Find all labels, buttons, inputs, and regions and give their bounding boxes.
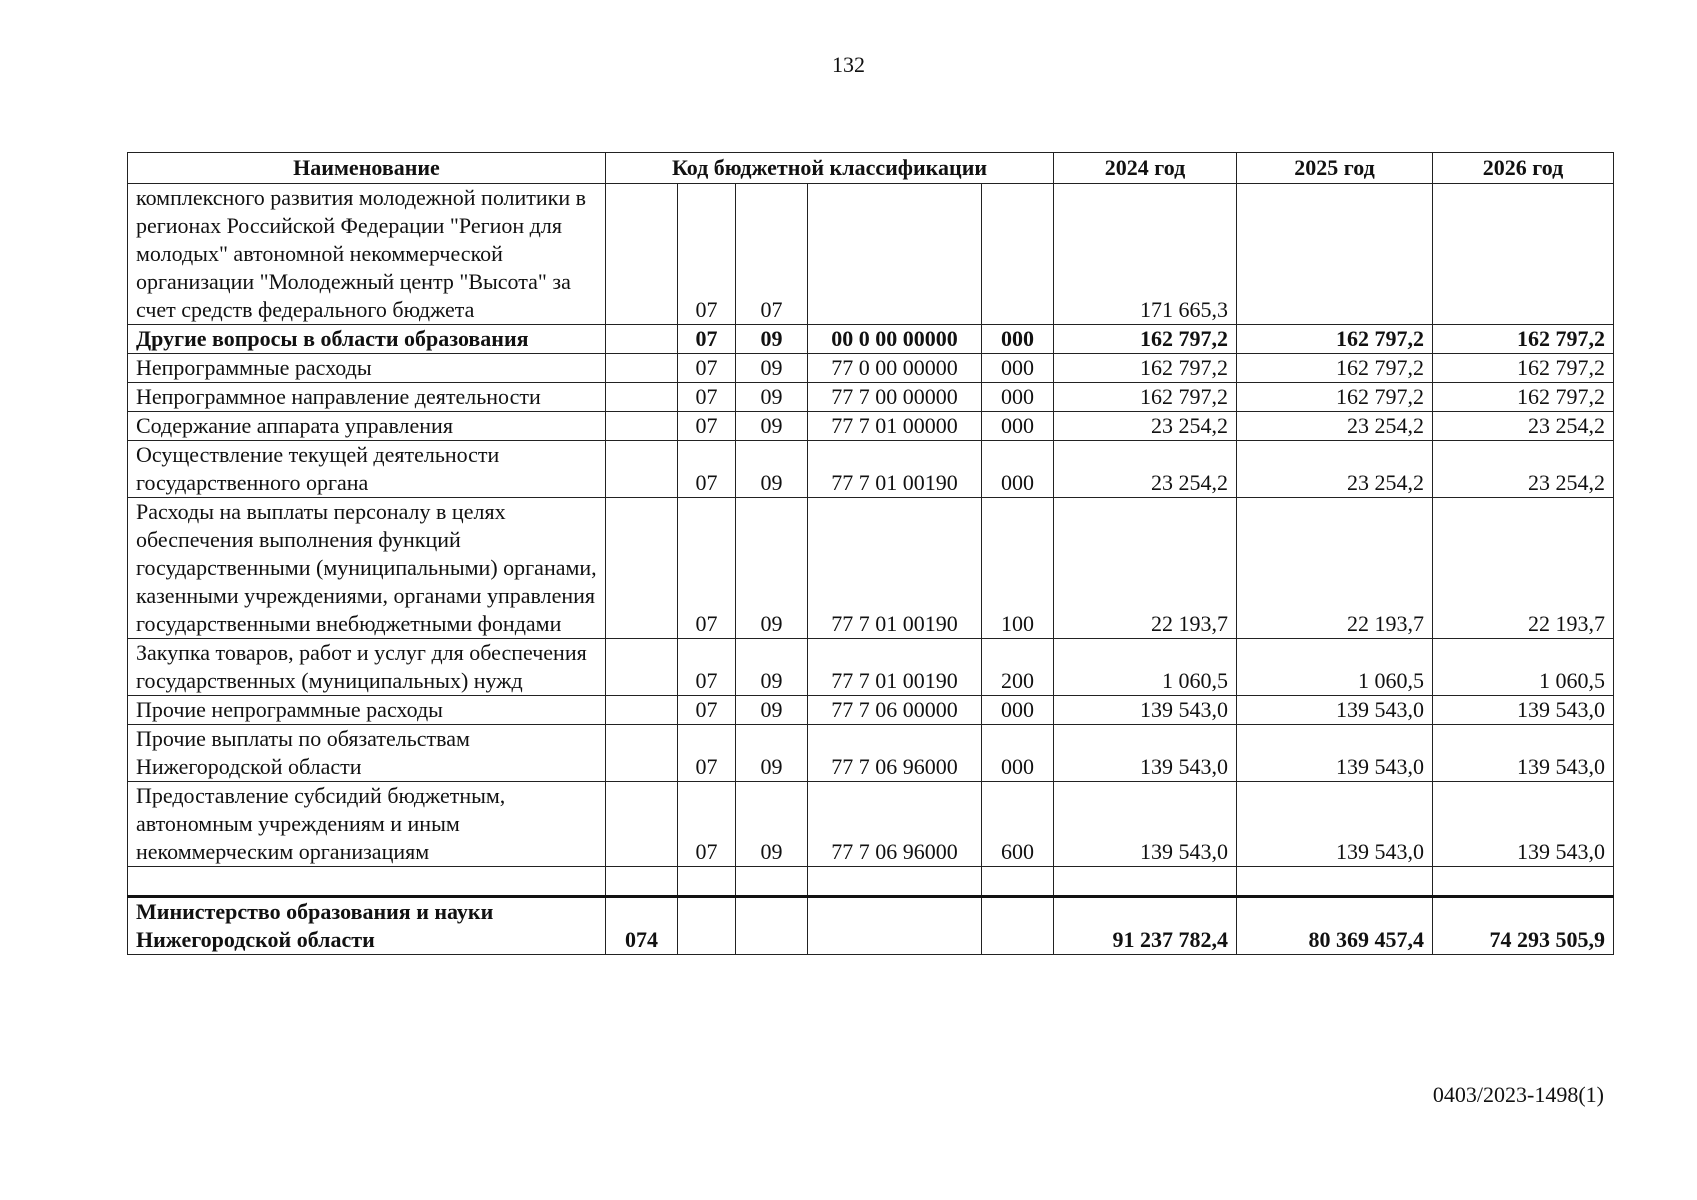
cell-section-code: 07 [678, 639, 736, 696]
cell-ministry-code: 074 [606, 897, 678, 955]
cell-subsection-code: 09 [736, 383, 808, 412]
cell-name: комплексного развития молодежной политики в регионах Российской Федерации "Регион для молодых" автономной некоммерческой организации "Молодежный центр "Высота" за счет средств федерального бюджета [128, 184, 606, 325]
cell-2024: 171 665,3 [1054, 184, 1237, 325]
table-row [128, 782, 1614, 867]
cell-subsection-code: 09 [736, 639, 808, 696]
cell-target-article-code: 77 7 00 00000 [808, 383, 982, 412]
header-code: Код бюджетной классификации [606, 153, 1054, 184]
cell-expense-type-code: 000 [982, 696, 1054, 725]
cell-2025: 139 543,0 [1237, 782, 1433, 867]
cell-subsection-code: 07 [736, 184, 808, 325]
cell-ministry-code [606, 441, 678, 498]
table-row [128, 639, 1614, 696]
table-row [128, 696, 1614, 725]
cell-expense-type-code: 200 [982, 639, 1054, 696]
table-row [128, 725, 1614, 782]
cell-2024: 1 060,5 [1054, 639, 1237, 696]
cell-section-code: 07 [678, 782, 736, 867]
cell-expense-type-code [982, 184, 1054, 325]
cell-2025: 139 543,0 [1237, 725, 1433, 782]
cell-ministry-code [606, 354, 678, 383]
table-row [128, 441, 1614, 498]
table-row [128, 383, 1614, 412]
cell-2025: 139 543,0 [1237, 696, 1433, 725]
cell-subsection-code: 09 [736, 441, 808, 498]
cell-2025: 162 797,2 [1237, 383, 1433, 412]
cell-subsection-code: 09 [736, 696, 808, 725]
cell-2026: 74 293 505,9 [1433, 897, 1614, 955]
cell-name: Предоставление субсидий бюджетным, автономным учреждениям и иным некоммерческим организациям [128, 782, 606, 867]
cell-ministry-code [606, 639, 678, 696]
cell-2025: 1 060,5 [1237, 639, 1433, 696]
table-header-row [128, 153, 1614, 184]
page-number: 132 [832, 52, 865, 77]
cell-section-code: 07 [678, 412, 736, 441]
cell-ministry-code [606, 325, 678, 354]
cell-target-article-code: 77 7 06 00000 [808, 696, 982, 725]
cell-expense-type-code: 000 [982, 325, 1054, 354]
cell-name: Закупка товаров, работ и услуг для обеспечения государственных (муниципальных) нужд [128, 639, 606, 696]
cell-target-article-code: 77 7 01 00190 [808, 498, 982, 639]
cell-target-article-code: 77 7 06 96000 [808, 782, 982, 867]
cell-subsection-code: 09 [736, 325, 808, 354]
cell-2026: 162 797,2 [1433, 325, 1614, 354]
table-body [128, 184, 1614, 955]
cell-2024: 139 543,0 [1054, 696, 1237, 725]
cell-2025: 23 254,2 [1237, 412, 1433, 441]
cell-target-article-code: 77 0 00 00000 [808, 354, 982, 383]
cell-expense-type-code: 000 [982, 725, 1054, 782]
cell-2026 [1433, 867, 1614, 897]
cell-2024 [1054, 867, 1237, 897]
cell-ministry-code [606, 184, 678, 325]
cell-target-article-code: 77 7 01 00190 [808, 441, 982, 498]
cell-2026: 162 797,2 [1433, 354, 1614, 383]
cell-section-code: 07 [678, 725, 736, 782]
cell-target-article-code: 77 7 01 00000 [808, 412, 982, 441]
cell-ministry-code [606, 498, 678, 639]
table-row [128, 412, 1614, 441]
cell-ministry-code [606, 383, 678, 412]
cell-subsection-code [736, 867, 808, 897]
cell-name: Осуществление текущей деятельности государственного органа [128, 441, 606, 498]
cell-section-code: 07 [678, 441, 736, 498]
header-2024: 2024 год [1054, 153, 1237, 184]
cell-2024: 162 797,2 [1054, 383, 1237, 412]
cell-2025: 22 193,7 [1237, 498, 1433, 639]
table-row [128, 867, 1614, 897]
cell-2026: 139 543,0 [1433, 696, 1614, 725]
cell-section-code: 07 [678, 184, 736, 325]
cell-2025: 80 369 457,4 [1237, 897, 1433, 955]
cell-section-code [678, 867, 736, 897]
table-row [128, 897, 1614, 955]
cell-2025: 162 797,2 [1237, 325, 1433, 354]
cell-name [128, 867, 606, 897]
cell-section-code: 07 [678, 325, 736, 354]
cell-subsection-code: 09 [736, 782, 808, 867]
cell-2025 [1237, 867, 1433, 897]
cell-ministry-code [606, 412, 678, 441]
table-row [128, 354, 1614, 383]
cell-name: Содержание аппарата управления [128, 412, 606, 441]
cell-2026: 23 254,2 [1433, 412, 1614, 441]
cell-2026: 1 060,5 [1433, 639, 1614, 696]
cell-2026: 22 193,7 [1433, 498, 1614, 639]
cell-section-code: 07 [678, 354, 736, 383]
cell-expense-type-code: 000 [982, 441, 1054, 498]
cell-ministry-code [606, 782, 678, 867]
table-row [128, 498, 1614, 639]
document-id: 0403/2023-1498(1) [1432, 1082, 1604, 1107]
cell-expense-type-code: 100 [982, 498, 1054, 639]
cell-name: Прочие выплаты по обязательствам Нижегородской области [128, 725, 606, 782]
cell-subsection-code [736, 897, 808, 955]
table-row [128, 325, 1614, 354]
cell-expense-type-code: 000 [982, 412, 1054, 441]
cell-name: Прочие непрограммные расходы [128, 696, 606, 725]
table-row [128, 184, 1614, 325]
cell-section-code [678, 897, 736, 955]
cell-target-article-code: 77 7 01 00190 [808, 639, 982, 696]
cell-target-article-code [808, 184, 982, 325]
cell-2025: 23 254,2 [1237, 441, 1433, 498]
cell-2024: 139 543,0 [1054, 782, 1237, 867]
cell-2026: 23 254,2 [1433, 441, 1614, 498]
cell-2024: 23 254,2 [1054, 441, 1237, 498]
cell-subsection-code: 09 [736, 725, 808, 782]
cell-target-article-code: 77 7 06 96000 [808, 725, 982, 782]
header-2026: 2026 год [1433, 153, 1614, 184]
cell-section-code: 07 [678, 498, 736, 639]
budget-table [127, 152, 1614, 955]
cell-subsection-code: 09 [736, 412, 808, 441]
cell-expense-type-code: 600 [982, 782, 1054, 867]
cell-2026: 139 543,0 [1433, 725, 1614, 782]
cell-target-article-code [808, 897, 982, 955]
cell-expense-type-code [982, 897, 1054, 955]
cell-target-article-code: 00 0 00 00000 [808, 325, 982, 354]
cell-subsection-code: 09 [736, 498, 808, 639]
cell-2024: 91 237 782,4 [1054, 897, 1237, 955]
cell-2024: 162 797,2 [1054, 354, 1237, 383]
cell-ministry-code [606, 696, 678, 725]
cell-ministry-code [606, 725, 678, 782]
cell-section-code: 07 [678, 696, 736, 725]
cell-name: Министерство образования и науки Нижегородской области [128, 897, 606, 955]
cell-2026: 139 543,0 [1433, 782, 1614, 867]
cell-name: Непрограммное направление деятельности [128, 383, 606, 412]
header-2025: 2025 год [1237, 153, 1433, 184]
cell-2024: 22 193,7 [1054, 498, 1237, 639]
cell-2024: 139 543,0 [1054, 725, 1237, 782]
cell-expense-type-code: 000 [982, 354, 1054, 383]
cell-expense-type-code [982, 867, 1054, 897]
cell-target-article-code [808, 867, 982, 897]
cell-subsection-code: 09 [736, 354, 808, 383]
cell-2024: 23 254,2 [1054, 412, 1237, 441]
header-name: Наименование [128, 153, 606, 184]
cell-name: Расходы на выплаты персоналу в целях обеспечения выполнения функций государственными (муниципальными) органами, казенными учреждениями, органами управления государственными внебюджетными фондами [128, 498, 606, 639]
cell-ministry-code [606, 867, 678, 897]
cell-2025 [1237, 184, 1433, 325]
cell-name: Непрограммные расходы [128, 354, 606, 383]
cell-2025: 162 797,2 [1237, 354, 1433, 383]
cell-2024: 162 797,2 [1054, 325, 1237, 354]
cell-2026 [1433, 184, 1614, 325]
cell-name: Другие вопросы в области образования [128, 325, 606, 354]
cell-section-code: 07 [678, 383, 736, 412]
cell-expense-type-code: 000 [982, 383, 1054, 412]
cell-2026: 162 797,2 [1433, 383, 1614, 412]
